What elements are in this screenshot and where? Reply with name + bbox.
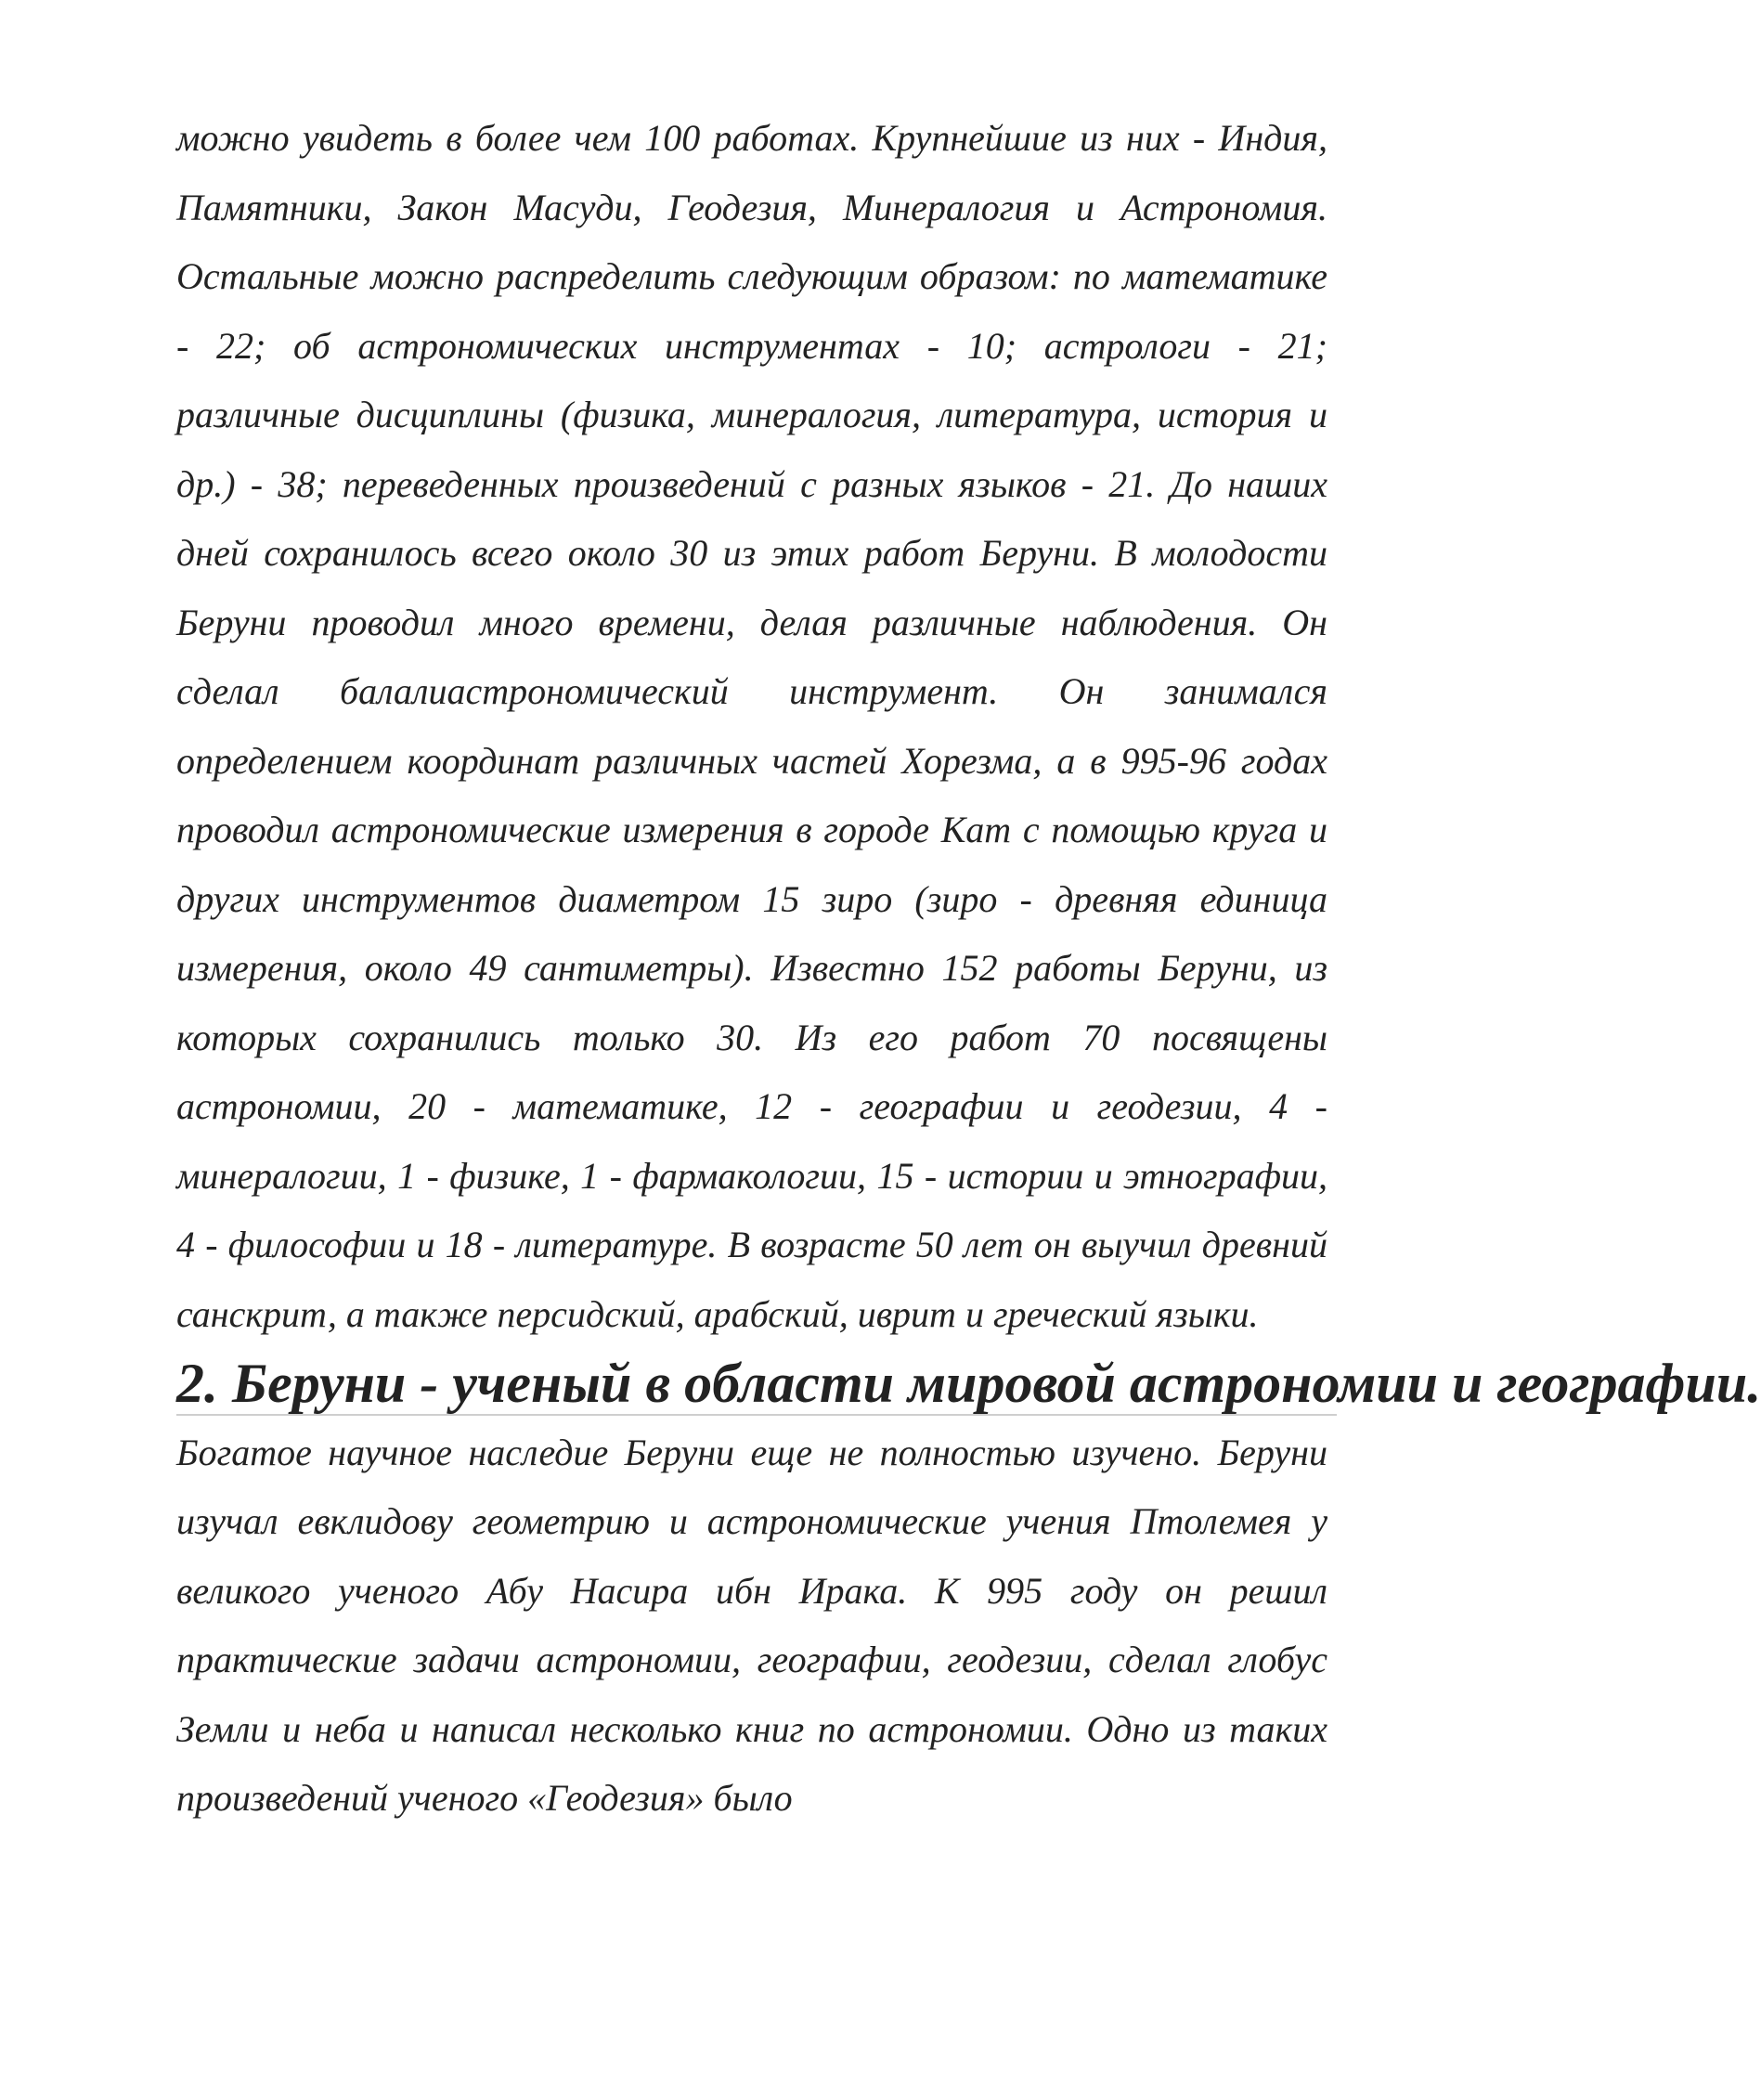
paragraph-section-2: Богатое научное наследие Беруни еще не полностью изучено. Беруни изучал евклидову геометрию и астрономические учения Птолемея у великого ученого Абу Насира ибн Ирака. К 995 году он решил практические задачи астрономии, географии, геодезии, сделал глобус Земли и неба и написал несколько книг по астрономии. Одно из таких произведений ученого «Геодезия» было xyxy=(176,1431,1327,1819)
heading-underline xyxy=(176,1414,1337,1416)
section-heading xyxy=(176,1349,1761,1419)
document-page xyxy=(176,104,1761,1834)
paragraph-intro: можно увидеть в более чем 100 работах. Крупнейшие из них - Индия, Памятники, Закон Масуди, Геодезия, Минералогия и Астрономия. Остальные можно распределить следующим образом: по математике - 22; об астрономических инструментах - 10; астрологи - 21; различные дисциплины (физика, минералогия, литература, история и др.) - 38; переведенных произведений с разных языков - 21. До наших дней сохранилось всего около 30 из этих работ Беруни. В молодости Беруни проводил много времени, делая различные наблюдения. Он сделал балалиастрономический инструмент. Он занимался определением координат различных частей Хорезма, а в 995-96 годах проводил астрономические измерения в городе Кат с помощью круга и других инструментов диаметром 15 зиро (зиро - древняя единица измерения, около 49 сантиметры). Известно 152 работы Беруни, из которых сохранились только 30. Из его работ 70 посвящены астрономии, 20 - математике, 12 - географии и геодезии, 4 - минералогии, 1 - физике, 1 - фармакологии, 15 - истории и этнографии, 4 - философии и 18 - литературе. В возрасте 50 лет он выучил древний санскрит, а также персидский, арабский, иврит и греческий языки. xyxy=(176,117,1327,1335)
section-heading-text: 2. Беруни - ученый в области мировой астрономии и географии. xyxy=(176,1353,1761,1414)
